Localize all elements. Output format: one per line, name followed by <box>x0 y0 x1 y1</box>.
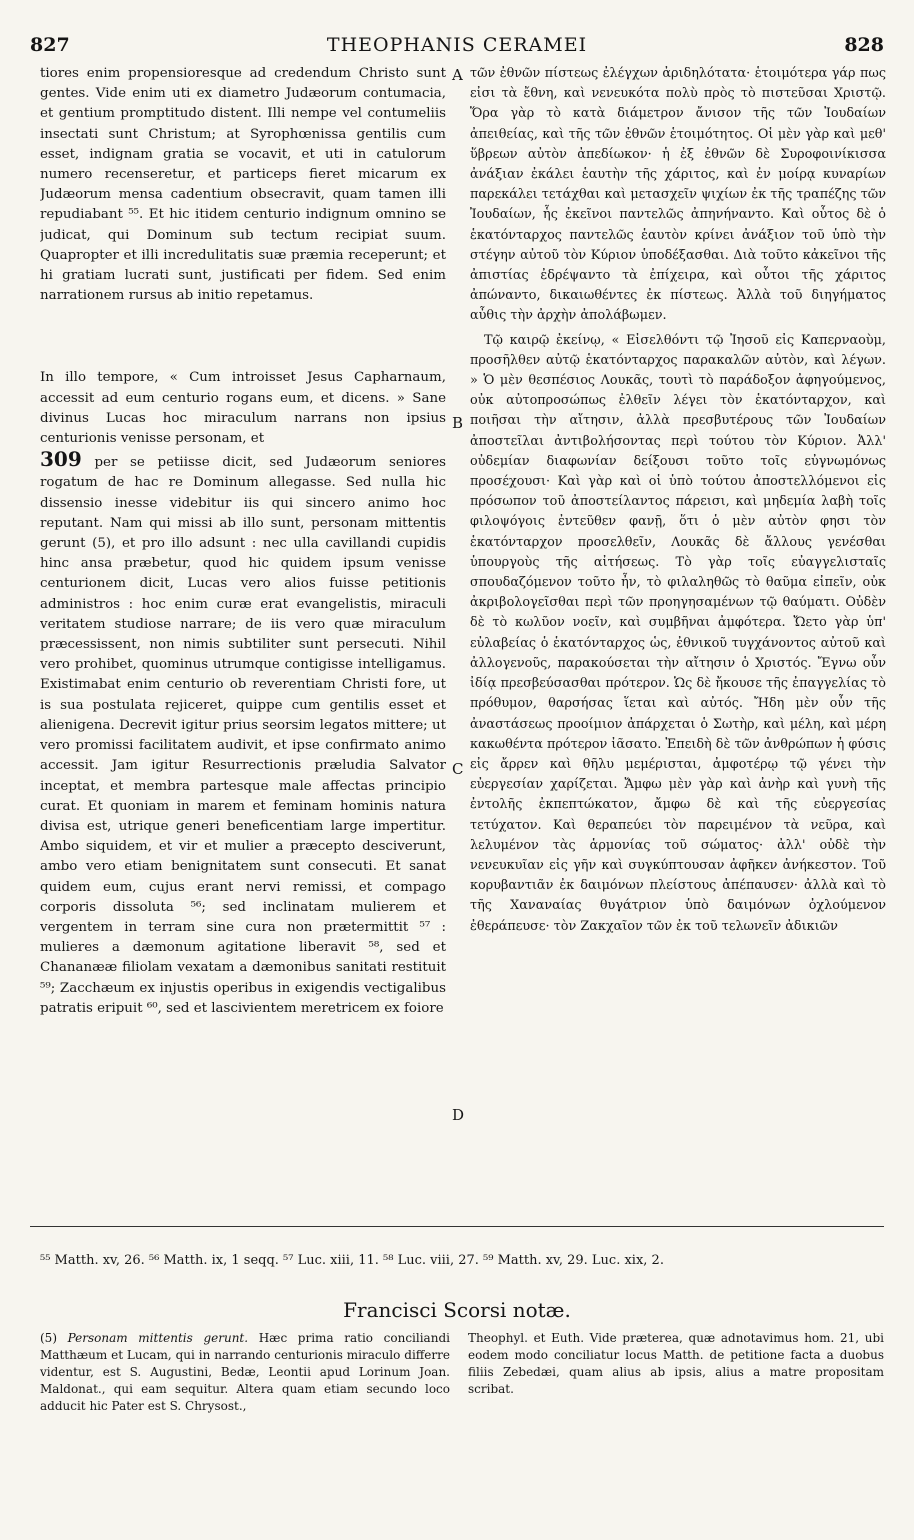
note-lemma: Personam mittentis gerunt. <box>67 1331 249 1345</box>
marker-d: D <box>452 1106 465 1124</box>
notes-title: Francisci Scorsi notæ. <box>343 1298 571 1322</box>
latin-paragraph-2-body: per se petiisse dicit, sed Judæorum seniores rogatum de hac re Dominum allegasse. Sed nulla hic dissensio inesse videbitur iis qui sincero animo hoc reputant. Nam qui missi ab illo sunt, personam mittentis gerunt (5), et pro illo adsunt : nec ulla cavillandi cupidis hinc ansa præbetur, quod hic quidem ipsum venisse centurionem dicit, Lucas vero alios fuisse petitionis administros : hoc enim curæ erat evangelistis, miraculi veritatem studiose narrare; de iis vero quæ miraculum præcessissent, non nimis subtiliter sunt persecuti. Nihil vero prohibet, quominus utrumque contigisse intelligamus. Existimabat enim centurio ob reverentiam Christi fore, ut is sua postulata rejiceret, quippe cum gentilis esset et alienigena. Decrevit igitur prius seorsim legatos mittere; ut vero promissi facilitatem audivit, et ipse confirmato animo accessit. Jam igitur Resurrectionis præludia Salvator inceptat, et membra partesque male affectas principio curat. Et quoniam in marem et feminam hominis natura divisa est, utrique generi beneficentiam large impertitur. Ambo siquidem, et vir et mulier a præcepto desciverunt, ambo vero etiam benignitatem sunt consecuti. Et sanat quidem eum, cujus erant nervi remissi, et compago corporis dissoluta ⁵⁶; sed inclinatam mulierem et vergentem in terram sine cura non prætermittit ⁵⁷ : mulieres a dæmonum agitatione liberavit ⁵⁸, sed et Chananææ filiolam vexatam a dæmonibus sanitati restituit ⁵⁹; Zacchæum ex injustis operibus in exigendis vectigalibus patratis eripuit ⁶⁰, sed et lascivientem meretricem ex foiore <box>40 455 446 1016</box>
marker-a: A <box>452 66 463 84</box>
footnote-rule <box>30 1226 884 1227</box>
marker-c: C <box>452 760 464 778</box>
latin-paragraph-2 <box>40 368 446 1019</box>
greek-paragraph-2: Τῷ καιρῷ ἐκείνῳ, « Εἰσελθόντι τῷ Ἰησοῦ εἰς Καπερναοὺμ, προσῆλθεν αὐτῷ ἑκατόνταρχος παρακαλῶν αὐτὸν, καὶ λέγων. » Ὁ μὲν θεσπέσιος Λουκᾶς, τουτὶ τὸ παράδοξον ἀφηγούμενος, οὐκ αὐτοπροσώπως ἐλθεῖν λέγει τὸν ἑκατόνταρχον, καὶ ποιῆσαι τὴν αἴτησιν, ἀλλὰ πρεσβυτέρους τῶν Ἰουδαίων ἀποστεῖλαι ἀντιβολήσοντας περὶ τούτου τὸν Κύριον. Ἀλλ' οὐδεμίαν διαφωνίαν δείξουσι τοῦτο τοῖς εὐγνωμόνως προσέχουσι· Καὶ γὰρ καὶ οἱ ὑπὸ τούτου ἀποστελλόμενοι εἰς πρόσωπον τοῦ ἀποστείλαντος πάρεισι, καὶ μηδεμία λαβὴ τοῖς φιλοψόγοις ἐντεῦθεν φανῇ, ὅτι ὁ μὲν αὐτὸν φησι τὸν ἑκατόνταρχον προσελθεῖν, Λουκᾶς δὲ ἄλλους γενέσθαι ὑπουργοὺς τῆς αἰτήσεως. Τὸ γὰρ τοῖς εὐαγγελισταῖς σπουδαζόμενον τοῦτο ἦν, τὸ φιλαληθῶς τὸ θαῦμα εἰπεῖν, οὐκ ἀκριβολογεῖσθαι περὶ τῶν προηγησαμένων τῷ θαύματι. Οὐδὲν δὲ τὸ κωλῦον νοεῖν, καὶ συμβῆναι ἀμφότερα. Ὤετο γὰρ ὑπ' εὐλαβείας ὁ ἑκατόνταρχος ὡς, ἐθνικοῦ τυγχάνοντος αὐτοῦ καὶ ἀλλογενοῦς, παρακούσεται τὴν αἴτησιν ὁ Χριστός. Ἔγνω οὖν ἰδίᾳ πρεσβεύσασθαι πρότερον. Ὡς δὲ ἤκουσε τῆς ἐπαγγελίας τὸ πρόθυμον, θαρσήσας ἵεται καὶ αὐτός. Ἤδη μὲν οὖν τῆς ἀναστάσεως προοίμιον ἀπάρχεται ὁ Σωτὴρ, καὶ μέλη, καὶ μέρη κακωθέντα πρότερον ἰᾶσατο. Ἐπειδὴ δὲ τῶν ἀνθρώπων ἡ φύσις εἰς ἄρρεν καὶ θῆλυ μεμέρισται, ἀμφοτέρῳ τῷ γένει τὴν εὐεργεσίαν χαρίζεται. Ἄμφω μὲν γὰρ καὶ ἀνὴρ καὶ γυνὴ τῆς ἐντολῆς ἐκπεπτώκατον, ἄμφω δὲ καὶ τῆς εὐεργεσίας τετύχατον. Καὶ θεραπεύει τὸν παρειμένον τὰ νεῦρα, καὶ λελυμένον τὰς ἁρμονίας τοῦ σώματος· ἀλλ' οὐδὲ τὴν νενευκυῖαν εἰς γῆν καὶ συγκύπτουσαν ἀφῆκεν ἀνήκεστον. Τοῦ κορυβαντιᾶν ἐκ δαιμόνων πλείστους ἀπέπαυσεν· ἀλλὰ καὶ τὸ τῆς Χαναναίας θυγάτριον ὑπὸ δαιμόνων ὀχλούμενον ἐθεράπευσε· τὸν Ζακχαῖον τῶν ἐκ τοῦ τελωνεῖν ἀδικιῶν <box>470 332 886 934</box>
footnotes: ⁵⁵ Matth. xv, 26. ⁵⁶ Matth. ix, 1 seqq. ⁵⁷ Luc. xiii, 11. ⁵⁸ Luc. viii, 27. ⁵⁹ Matth. xv, 29. Luc. xix, 2. <box>40 1253 664 1268</box>
marker-b: B <box>452 414 464 432</box>
latin-paragraph-2-lead: In illo tempore, « Cum introisset Jesus Capharnaum, accessit ad eum centurio rogans eum, et dicens. » Sane divinus Lucas hoc miraculum narrans non ipsius centurionis venisse personam, et <box>40 370 446 447</box>
note-text-left: Hæc prima ratio conciliandi Matthæum et Lucam, qui in narrando centurionis miraculo differre videntur, est S. Augustini, Bedæ, Leontii apud Lorinum Joan. Maldonat., qui eam sequitur. Altera quam etiam secundo loco adducit hic Pater est S. Chrysost., <box>40 1331 450 1413</box>
greek-column <box>470 64 886 1220</box>
latin-paragraph-1: tiores enim propensioresque ad credendum Christo sunt gentes. Vide enim uti ex diametro Judæorum contumacia, et gentium promptitudo distent. Illi nempe vel contumeliis insectati sunt Christum; at Syrophœnissa gentilis cum esset, indignam gratia se vocavit, et uti in catulorum numero recenseretur, et particeps fieret micarum ex Judæorum mensa cadentium obsecravit, quam tamen illi repudiabant ⁵⁵. Et hic itidem centurio indignum omnino se judicat, qui Dominum sub tectum recipiat suum. Quapropter et illi incredulitatis suæ præmia receperunt; et hi gratiam lucrati sunt, justificati per fidem. Sed enim narrationem rursus ab initio repetamus. <box>40 66 446 304</box>
note-text-right: Theophyl. et Euth. Vide præterea, quæ adnotavimus hom. 21, ubi eodem modo conciliatur locus Matth. de petitione facta a duobus filiis Zebedæi, quam alius ab ipsis, alius a matre propositam scribat. <box>468 1331 884 1396</box>
greek-paragraph-1: τῶν ἐθνῶν πίστεως ἐλέγχων ἀριδηλότατα· ἑτοιμότερα γάρ πως εἰσι τὰ ἔθνη, καὶ νενευκότα πολὺ πρὸς τὸ πιστεῦσαι Χριστῷ. Ὅρα γὰρ τὸ κατὰ διάμετρον ἄνισον τῆς τῶν Ἰουδαίων ἀπειθείας, καὶ τῆς τῶν ἐθνῶν ἑτοιμότητος. Οἱ μὲν γὰρ καὶ μεθ' ὕβρεων αὐτὸν ἀπεδίωκον· ἡ ἐξ ἐθνῶν δὲ Συροφοινίκισσα ἀνάξιαν ἐκάλει ἑαυτὴν τῆς χάριτος, καὶ ἐν μοίρᾳ κυναρίων παρεκάλει τετάχθαι καὶ μετασχεῖν ψιχίων ἐκ τῆς τραπέζης τῶν Ἰουδαίων, ἧς ἐκεῖνοι παντελῶς ἀπηνήναντο. Καὶ οὗτος δὲ ὁ ἑκατόνταρχος παντελῶς ἑαυτὸν κρίνει ἀνάξιον τοῦ ὑπὸ τὴν στέγην αὐτοῦ τὸν Κύριον ὑποδέξασθαι. Διὰ τοῦτο κἀκεῖνοι τῆς ἀπιστίας ἐδρέψαντο τὰ ἐπίχειρα, καὶ οὗτοι τῆς χάριτος ἀπώναντο, δικαιωθέντες ἐκ πίστεως. Ἀλλὰ τοῦ διηγήματος αὖθις τὴν ἀρχὴν ἀπολάβωμεν. <box>470 66 886 324</box>
note-label: (5) <box>40 1331 57 1345</box>
page-number-left: 827 <box>30 34 70 56</box>
page-header <box>30 34 884 60</box>
latin-column <box>40 64 446 1220</box>
page-number-right: 828 <box>844 34 884 56</box>
notes-right-column <box>468 1330 884 1398</box>
running-title: THEOPHANIS CERAMEI <box>326 34 588 56</box>
column-number: 309 <box>40 447 82 472</box>
notes-left-column <box>40 1330 450 1415</box>
